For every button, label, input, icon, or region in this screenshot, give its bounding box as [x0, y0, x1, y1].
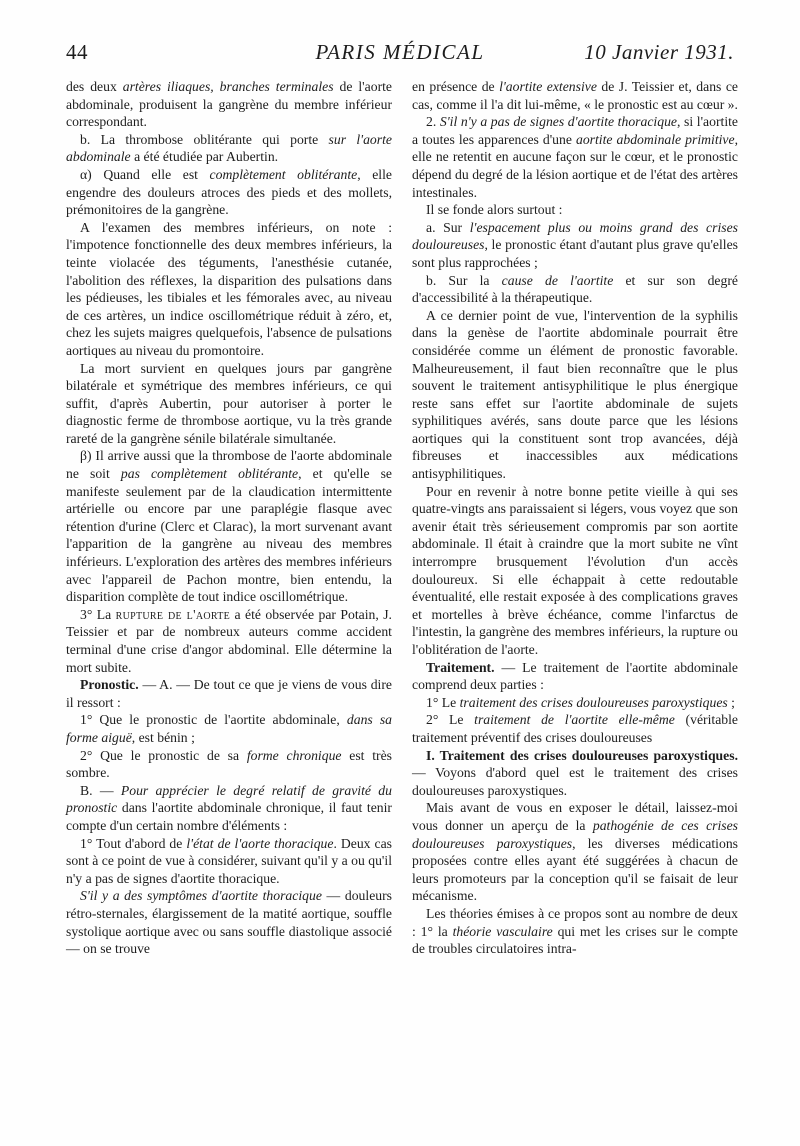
paragraph: Les théories émises à ce propos sont au nombre de deux : 1° la théorie vasculaire qui met les crises sur le compte de troubles circulatoires intra- [412, 905, 739, 957]
paragraph: des deux artères iliaques, branches terminales de l'aorte abdominale, produisent la gangrène du membre inférieur correspondant. [66, 79, 393, 130]
paragraph: 2° Que le pronostic de sa forme chronique est très sombre. [66, 747, 392, 781]
paragraph: b. Sur la cause de l'aortite et sur son degré d'accessibilité à la thérapeutique. [412, 272, 738, 306]
page-number: 44 [66, 40, 88, 64]
paragraph: Pour en revenir à notre bonne petite vieille à qui ses quatre-vingts ans paraissaient si légers, vous voyez que son avenir était très sérieusement compromis par son aortite abdominale. Il était à craindre que la mort subite ne vînt interrompre brusquement l'évolution d'un accès douloureux. Si elle échappait à cette redoutable éventualité, elle restait exposée à des complications graves et mortelles à brève échéance, comme l'infarctus de l'intestin, la gangrène des membres inférieurs, la rupture ou l'oblitération de l'aorte. [412, 483, 738, 657]
paragraph: 3° La rupture de l'aorte a été observée par Potain, J. Teissier et par de nombreux auteurs comme accident terminal d'une crise d'angor abdominal. Elle détermine la mort subite. [66, 606, 392, 675]
paragraph: α) Quand elle est complètement oblitérante, elle engendre des douleurs atroces des pieds et des mollets, prémonitoires de la gangrène. [66, 166, 392, 218]
paragraph: β) Il arrive aussi que la thrombose de l'aorte abdominale ne soit pas complètement oblitérante, et qu'elle se manifeste seulement par de la claudication intermittente artérielle ou encore par une paraplégie flasque avec rétention d'urine (Clerc et Clarac), la mort survenant avant l'apparition de la gangrène au niveau des membres inférieurs. L'exploration des artères des membres inférieurs avec l'appareil de Pachon montre, bien entendu, la disparition complète de tout indice oscillométrique. [66, 448, 392, 605]
paragraph: a. Sur l'espacement plus ou moins grand des crises douloureuses, le pronostic étant d'autant plus grave qu'elles sont plus rapprochées ; [412, 219, 738, 270]
paragraph: Mais avant de vous en exposer le détail, laissez-moi vous donner un aperçu de la pathogénie de ces crises douloureuses paroxystiques, les diverses médications proposées contre elles ayant été suggérées à chacun de leurs promoteurs par la conception qu'il se faisait de leur mécanisme. [412, 800, 738, 904]
paragraph: 1° Que le pronostic de l'aortite abdominale, dans sa forme aiguë, est bénin ; [66, 712, 392, 745]
page-header [66, 32, 734, 72]
paragraph: A l'examen des membres inférieurs, on note : l'impotence fonctionnelle des deux membres inférieurs, la teinte violacée des téguments, l'anesthésie cutanée, l'abolition des réflexes, la disparition des pulsations dans les pédieuses, les tibiales et les fémorales avec, au niveau de ces artères, un indice oscillométrique réduit à zéro, et, chez les sujets maigres quelquefois, l'absence de pulsations aortiques au niveau du promontoire. [66, 219, 392, 358]
paragraph: A ce dernier point de vue, l'intervention de la syphilis dans la genèse de l'aortite abdominale pourrait être considérée comme un élément de pronostic favorable. Malheureusement, il faut bien reconnaître que le plus souvent le traitement antisyphilitique le plus énergique reste sans effet sur l'aortite abdominale de sujets syphilitiques avérés, sans doute parce que les lésions aortiques qui la constituent sont trop avancées, déjà fibreuses et inaccessibles aux médications antisyphilitiques. [412, 307, 738, 482]
paragraph: 2. S'il n'y a pas de signes d'aortite thoracique, si l'aortite a toutes les apparences d'une aortite abdominale primitive, elle ne retentit en aucune façon sur le cœur, et le pronostic dépend du degré de la lésion aortique et de l'état des artères intestinales. [412, 114, 739, 200]
paragraph: S'il y a des symptômes d'aortite thoracique — douleurs rétro-sternales, élargissement de la matité aortique, souffle systolique aortique avec ou sans souffle diastolique associé — on se trouve [66, 888, 392, 957]
paragraph: 1° Le traitement des crises douloureuses paroxystiques ; [426, 694, 735, 710]
paragraph: B. — Pour apprécier le degré relatif de gravité du pronostic dans l'aortite abdominale chronique, il faut tenir compte d'un certain nombre d'éléments : [66, 782, 392, 833]
journal-title: PARIS MÉDICAL [315, 40, 485, 64]
section-heading-traitement: Traitement. — Le traitement de l'aortite abdominale comprend deux parties : [412, 659, 738, 693]
paragraph: 2° Le traitement de l'aortite elle-même (véritable traitement préventif des crises douloureuses [412, 712, 738, 745]
paragraph: en présence de l'aortite extensive de J. Teissier et, dans ce cas, comme il l'a dit lui-même, « le pronostic est au cœur ». [412, 79, 738, 112]
section-heading-pronostic: Pronostic. — A. — De tout ce que je viens de vous dire il ressort : [66, 677, 392, 710]
right-column [412, 78, 738, 958]
subsection-heading: I. Traitement des crises douloureuses paroxystiques. — Voyons d'abord quel est le traitement des crises douloureuses paroxystiques. [412, 747, 738, 798]
paragraph: Il se fonde alors surtout : [426, 202, 563, 218]
left-column [66, 78, 392, 958]
paragraph: La mort survient en quelques jours par gangrène bilatérale et symétrique des membres inférieurs, ce qui suffit, d'après Aubertin, pour autoriser à porter le diagnostic ferme de thrombose aortique, vu la très grande rareté de la gangrène sénile bilatérale simultanée. [66, 360, 392, 446]
paragraph: b. La thrombose oblitérante qui porte sur l'aorte abdominale a été étudiée par Aubertin. [66, 131, 392, 165]
paragraph: 1° Tout d'abord de l'état de l'aorte thoracique. Deux cas sont à ce point de vue à considérer, suivant qu'il y a ou qu'il n'y a pas de signes d'aortite thoracique. [66, 835, 392, 886]
issue-date: 10 Janvier 1931. [584, 40, 734, 64]
